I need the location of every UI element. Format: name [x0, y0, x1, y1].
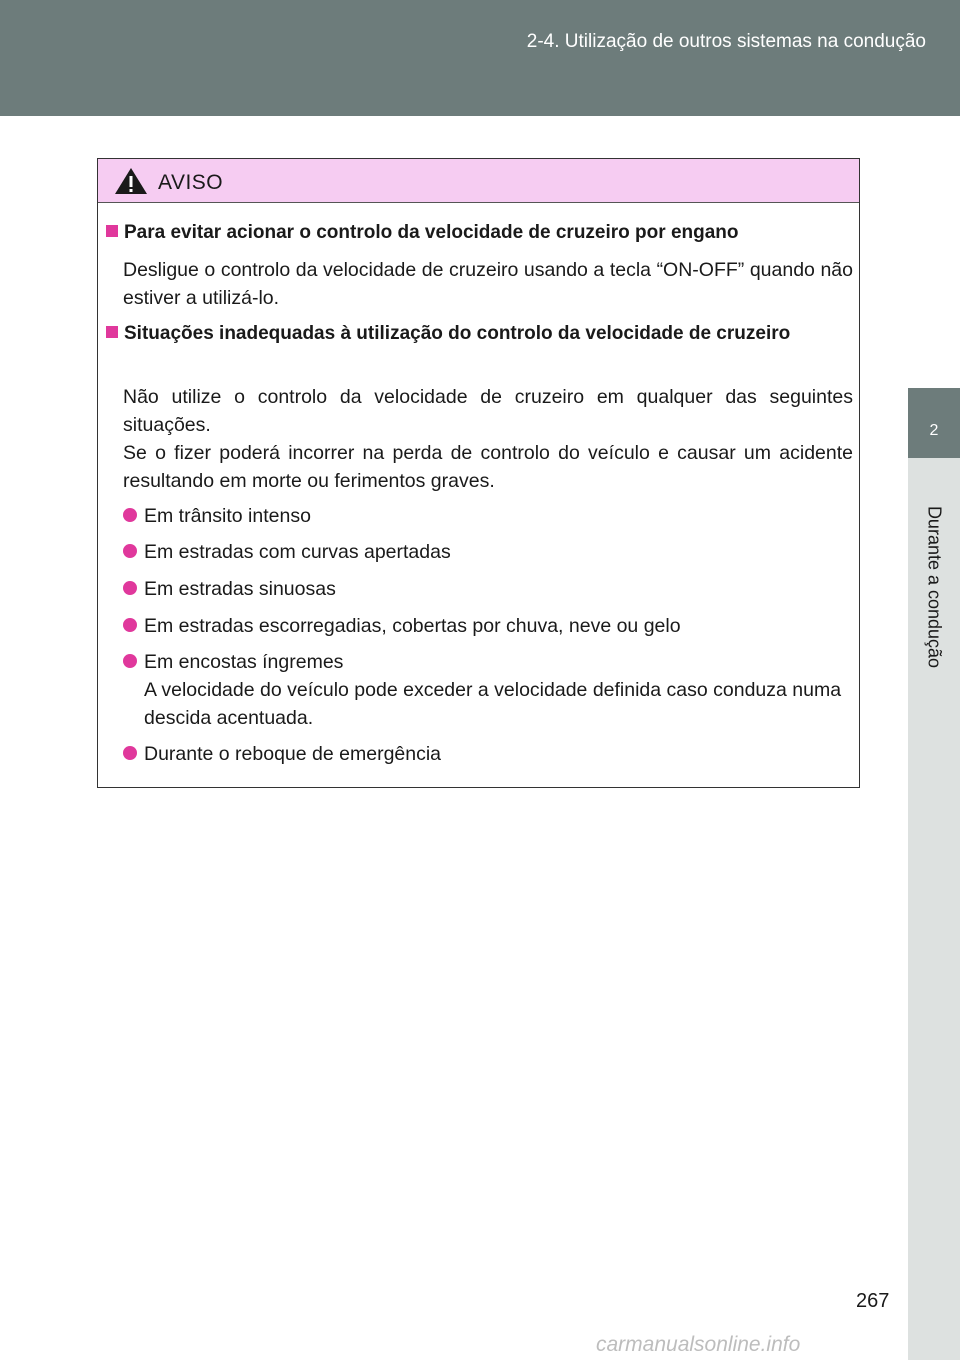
- bullet-dot-icon: [123, 508, 137, 522]
- list-item: Em estradas escorregadias, cobertas por chuva, neve ou gelo: [123, 612, 853, 640]
- list-item: Em estradas com curvas apertadas: [123, 538, 853, 566]
- square-bullet-icon: [106, 225, 118, 237]
- list-item-note: A velocidade do veículo pode exceder a velocidade definida caso conduza numa descida acentuada.: [144, 679, 842, 729]
- list-item: Em trânsito intenso: [123, 502, 853, 530]
- paragraph: Desligue o controlo da velocidade de cruzeiro usando a tecla “ON-OFF” quando não estiver a utilizá-lo.: [123, 259, 853, 309]
- bullet-dot-icon: [123, 654, 137, 668]
- bullet-dot-icon: [123, 544, 137, 558]
- section-title: 2-4. Utilização de outros sistemas na condução: [526, 31, 926, 52]
- warning-title: AVISO: [158, 171, 224, 194]
- square-bullet-icon: [106, 326, 118, 338]
- paragraph: Se o fizer poderá incorrer na perda de controlo do veículo e causar um acidente resultando em morte ou ferimentos graves.: [123, 442, 853, 492]
- chapter-number: 2: [929, 422, 939, 439]
- list-item: Em estradas sinuosas: [123, 575, 853, 603]
- chapter-label: Durante a condução: [924, 505, 945, 669]
- paragraph: Não utilize o controlo da velocidade de cruzeiro em qualquer das seguintes situações.: [123, 386, 853, 436]
- section-heading: Para evitar acionar o controlo da velocidade de cruzeiro por engano: [106, 219, 846, 246]
- bullet-dot-icon: [123, 746, 137, 760]
- chapter-tab: [908, 388, 960, 458]
- bullet-dot-icon: [123, 581, 137, 595]
- section-heading: Situações inadequadas à utilização do controlo da velocidade de cruzeiro: [106, 320, 846, 347]
- watermark: carmanualsonline.info: [596, 1333, 801, 1356]
- warning-box: [97, 158, 860, 788]
- warning-header: [98, 159, 859, 203]
- list-item: Durante o reboque de emergência: [123, 740, 853, 768]
- warning-triangle-icon: [114, 167, 148, 195]
- bullet-dot-icon: [123, 618, 137, 632]
- page-header: [0, 0, 960, 116]
- page-number: 267: [856, 1290, 890, 1312]
- list-item: Em encostas íngremes: [123, 648, 853, 676]
